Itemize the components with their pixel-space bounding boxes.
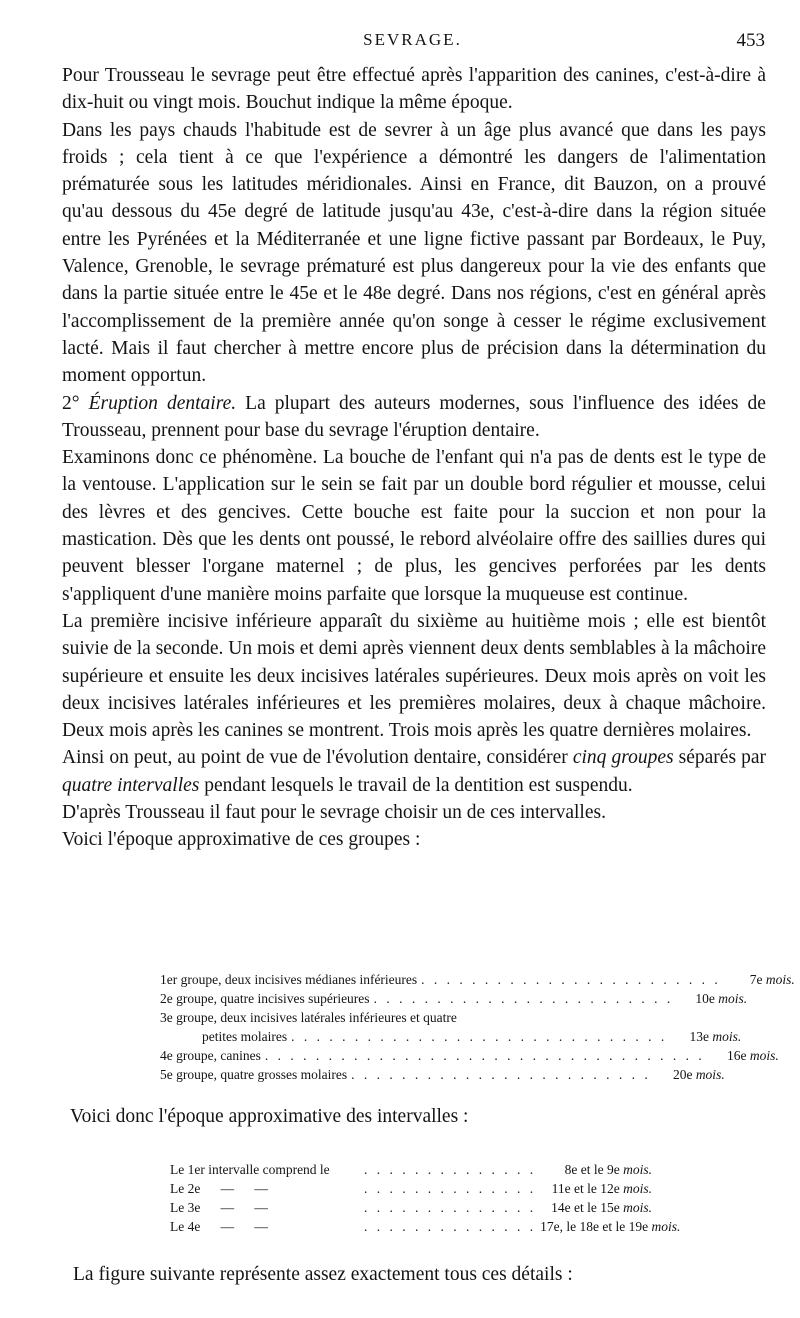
closing-sentence: La figure suivante représente assez exactement tous ces détails : [73, 1264, 573, 1285]
running-header [60, 30, 765, 54]
emphasis-cinq-groupes: cinq groupes [572, 747, 674, 769]
intervals-intro: Voici donc l'époque approximative des intervalles : [70, 1106, 469, 1127]
section-number: 2° [62, 392, 89, 414]
paragraph-voici-groupes: Voici l'époque approximative de ces groupes : [62, 829, 421, 851]
intervals-table [170, 1160, 681, 1236]
emphasis-quatre-intervalles: quatre intervalles [62, 774, 200, 796]
table-row: 4e groupe, canines . . . . . . . . . . . . . . . . . . . . . . . . . . . . . . . . . . . 16e mois. [160, 1048, 779, 1063]
groups-table [160, 970, 795, 1084]
table-row: Le 4e — — . . . . . . . . . . . . . . 17e, le 18e et le 19e mois. [170, 1219, 681, 1234]
section-text: La plupart des auteurs modernes, sous l'influence des idées de Trousseau, prennent pour base du sevrage l'éruption dentaire. [62, 392, 766, 441]
table-row: Le 2e — — . . . . . . . . . . . . . . 11e et le 12e mois. [170, 1181, 652, 1196]
paragraph-eruption [62, 390, 766, 445]
paragraph-dapres-trousseau: D'après Trousseau il faut pour le sevrage choisir un de ces intervalles. [62, 802, 606, 824]
table-row: Le 3e — — . . . . . . . . . . . . . . 14e et le 15e mois. [170, 1200, 652, 1215]
paragraph-trousseau: Pour Trousseau le sevrage peut être effectué après l'apparition des canines, c'est-à-dire à dix-huit ou vingt mois. Bouchut indique la même époque. [62, 65, 766, 114]
table-row: 2e groupe, quatre incisives supérieures . . . . . . . . . . . . . . . . . . . . . . . . 10e mois. [160, 991, 748, 1006]
table-row: 1er groupe, deux incisives médianes inférieures . . . . . . . . . . . . . . . . . . . . . . . . 7e mois. [160, 972, 795, 987]
table-row: 3e groupe, deux incisives latérales inférieures et quatre [160, 1010, 457, 1025]
page-number: 453 [736, 30, 765, 51]
table-row: petites molaires . . . . . . . . . . . . . . . . . . . . . . . . . . . . . . 13e mois. [202, 1029, 742, 1044]
paragraph-examinons: Examinons donc ce phénomène. La bouche de l'enfant qui n'a pas de dents est le type de la ventouse. L'application sur le sein se fait par un double bord régulier et mousse, celui des lèvres et des gencives. Cette bouche est faite pour la succion et non pour la mastication. Dès que les dents ont poussé, le rebord alvéolaire offre des saillies dures qui peuvent blesser l'organe maternel ; de plus, les gencives perforées par les dents s'appliquent d'une manière moins parfaite que lorsque la muqueuse est continue. [62, 447, 766, 605]
table-row: Le 1er intervalle comprend le . . . . . . . . . . . . . . 8e et le 9e mois. [170, 1162, 652, 1177]
paragraph-premiere-incisive: La première incisive inférieure apparaît du sixième au huitième mois ; elle est bientôt suivie de la seconde. Un mois et demi après viennent deux dents semblables à la mâchoire supérieure et ensuite les deux incisives latérales supérieures. Deux mois après on voit les deux incisives latérales inférieures et les premières molaires, deux à chaque mâchoire. Deux mois après les canines se montrent. Trois mois après les quatre dernières molaires. [62, 610, 766, 742]
table-row: 5e groupe, quatre grosses molaires . . . . . . . . . . . . . . . . . . . . . . . . 20e mois. [160, 1067, 725, 1082]
body-text [62, 62, 766, 854]
running-title: SEVRAGE. [363, 30, 462, 49]
section-heading: Éruption dentaire. [88, 392, 237, 414]
paragraph-ainsi: Ainsi on peut, au point de vue de l'évolution dentaire, considérer cinq groupes séparés par quatre intervalles pendant lesquels le travail de la dentition est suspendu. [62, 747, 766, 796]
paragraph-pays-chauds: Dans les pays chauds l'habitude est de sevrer à un âge plus avancé que dans les pays froids ; cela tient à ce que l'expérience a démontré les dangers de l'alimentation prématurée sous les latitudes méridionales. Ainsi en France, dit Bauzon, on a prouvé qu'au dessous du 45e degré de latitude jusqu'au 43e, c'est-à-dire dans la région située entre les Pyrénées et la Méditerranée et une ligne fictive passant par Bordeaux, le Puy, Valence, Grenoble, le sevrage prématuré est plus dangereux pour la vie des enfants que dans la partie située entre le 45e et le 48e degré. Dans nos régions, c'est en général après l'accomplissement de la première année qu'on songe à cesser le régime exclusivement lacté. Mais il faut chercher à mettre encore plus de précision dans la détermination du moment opportun. [62, 119, 766, 387]
